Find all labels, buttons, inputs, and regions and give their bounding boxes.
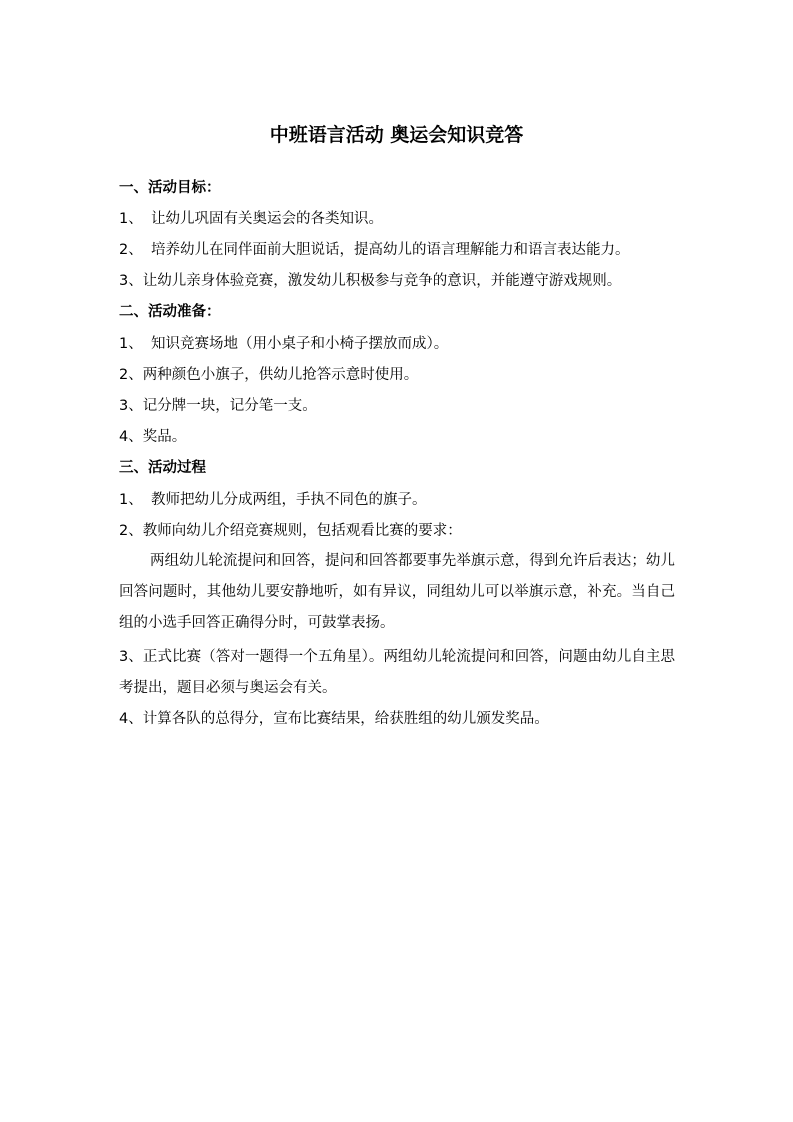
list-item xyxy=(119,426,186,448)
document-title: 中班语言活动 奥运会知识竞答 xyxy=(269,124,524,146)
item-text: 两种颜色小旗子，供幼儿抢答示意时使用。 xyxy=(142,367,419,383)
item-number: 3、 xyxy=(119,398,143,414)
list-item xyxy=(119,489,427,511)
item-number: 2、 xyxy=(119,367,143,383)
process-heading: 三、活动过程 xyxy=(119,460,206,476)
item-number: 1、 xyxy=(119,336,143,352)
item-text: 教师向幼儿介绍竞赛规则，包括观看比赛的要求： xyxy=(142,523,462,539)
list-item xyxy=(119,395,317,417)
item-number: 1、 xyxy=(119,211,143,227)
item-text: 奖品。 xyxy=(142,429,187,445)
list-item xyxy=(119,239,630,261)
item-number: 1、 xyxy=(119,492,143,508)
item-text: 知识竞赛场地（用小桌子和小椅子摆放而成）。 xyxy=(151,336,449,352)
list-item xyxy=(119,520,462,542)
goals-heading: 一、活动目标： xyxy=(119,180,221,196)
item-text: 让幼儿巩固有关奥运会的各类知识。 xyxy=(151,211,383,227)
item-text: 记分牌一块，记分笔一支。 xyxy=(142,398,317,414)
item-number: 2、 xyxy=(119,523,143,539)
item-text: 教师把幼儿分成两组，手执不同色的旗子。 xyxy=(151,492,427,508)
list-item xyxy=(119,270,621,292)
list-item xyxy=(119,208,383,230)
prep-heading: 二、活动准备： xyxy=(119,304,221,320)
list-item xyxy=(119,333,448,355)
item-number: 2、 xyxy=(119,242,143,258)
process-item-4: 4、计算各队的总得分，宣布比赛结果，给获胜组的幼儿颁发奖品。 xyxy=(119,711,549,727)
item-number: 3、 xyxy=(119,273,143,289)
process-item-3: 3、正式比赛（答对一题得一个五角星）。两组幼儿轮流提问和回答，问题由幼儿自主思考提出，题目必须与奥运会有关。 xyxy=(119,649,675,696)
item-text: 让幼儿亲身体验竞赛，激发幼儿积极参与竞争的意识，并能遵守游戏规则。 xyxy=(142,273,622,289)
item-text: 培养幼儿在同伴面前大胆说话，提高幼儿的语言理解能力和语言表达能力。 xyxy=(151,242,630,258)
rule-paragraph: 两组幼儿轮流提问和回答，提问和回答都要事先举旗示意，得到允许后表达；幼儿回答问题时，其他幼儿要安静地听，如有异议，同组幼儿可以举旗示意，补充。当自己组的小选手回答正确得分时，可鼓掌表扬。 xyxy=(119,553,675,631)
item-number: 4、 xyxy=(119,429,143,445)
list-item xyxy=(119,364,418,386)
